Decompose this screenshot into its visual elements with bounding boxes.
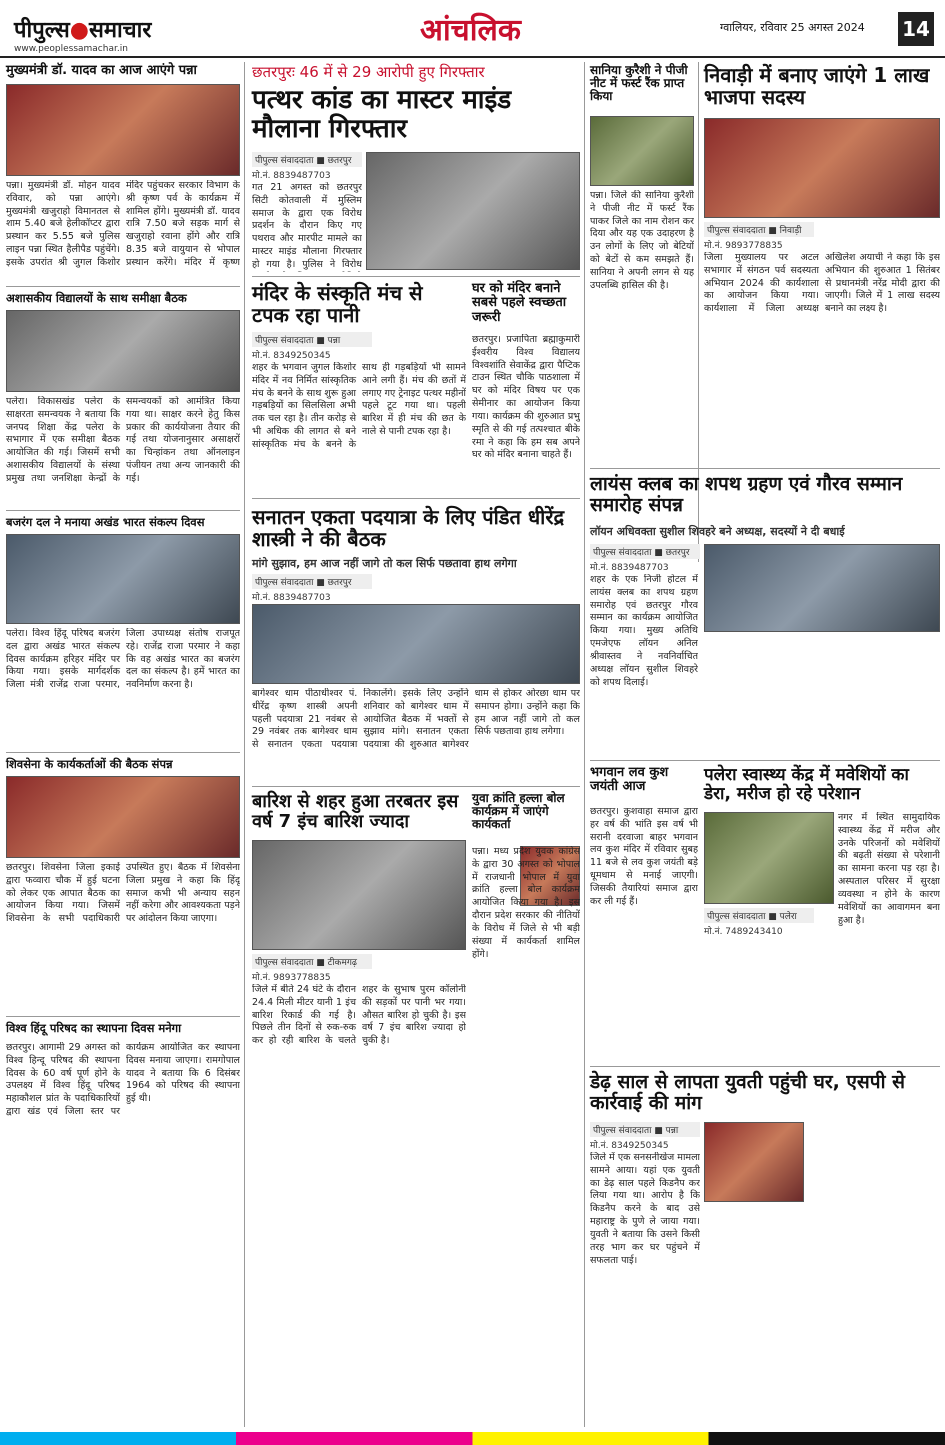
mobile: मो.नं. 9893778835 [704,241,783,251]
headline: लायंस क्लब का शपथ ग्रहण एवं गौरव सम्मान समारोह संपन्न [590,473,903,516]
color-registration-bar [0,1432,945,1445]
byline: पीपुल्स संवाददाता ■ निवाड़ी [704,222,814,237]
mobile: मो.नं. 8349250345 [252,351,331,361]
byline: पीपुल्स संवाददाता ■ छतरपुर [590,544,700,559]
headline: मुख्यमंत्री डॉ. यादव का आज आएंगे पन्ना [6,63,197,78]
column-rule [584,62,585,1427]
mobile: मो.नं. 9893778835 [252,973,331,983]
article-body: छतरपुर। शिवसेना जिला इकाई द्वारा फव्वारा चौक में हुई घटना को लेकर एक आपात बैठक का आयोजन किया गया। जिसमें शिवसेना के सभी पदाधिकारी उपस्थित हुए। बैठक में शिवसेना जिला प्रमुख ने कहा कि हिंदू समाज कभी भी अन्याय सहन नहीं करेगा और आवश्यकता पड़ने पर आंदोलन किया जाएगा। [6,862,240,925]
article-body: पन्ना। मुख्यमंत्री डॉ. मोहन यादव रविवार, को पन्ना आएंगे। मुख्यमंत्री खजुराहो विमानतल से शाम 5.40 बजे हेलीकॉप्टर द्वारा प्रस्थान कर 5.55 बजे पुलिस लाइन पन्ना स्थित हैलीपैड पहुंचेंगे। इसके उपरांत श्री जुगल किशोर मंदिर पहुंचकर सरकार विभाग के श्री कृष्ण पर्व के कार्यक्रम में शामिल होंगे। मुख्यमंत्री डॉ. यादव रात्रि 7.50 बजे सड़क मार्ग से खजुराहो रवाना होंगे और रात्रि 8.35 बजे वायुयान से भोपाल प्रस्थान करेंगे। मंदिर में कृष्ण [6,180,240,268]
page-number: 14 [898,12,934,46]
headline: मंदिर के संस्कृति मंच से टपक रहा पानी [252,281,423,327]
article-body: पलेरा। विश्व हिंदू परिषद बजरंग दल द्वारा अखंड भारत संकल्प दिवस कार्यक्रम हरिहर मंदिर पर किया गया। इसके मार्गदर्शक जिला मंत्री राजेंद्र राजा परमार, जिला उपाध्यक्ष संतोष राजपूत रहे। राजेंद्र राजा परमार ने कहा कि वह अखंड भारत का बजरंग दल का संकल्प है। हमें भारत का नवनिर्माण करना है। [6,628,240,691]
headline: विश्व हिंदू परिषद का स्थापना दिवस मनेगा [6,1021,182,1035]
subheadline: मांगे सुझाव, हम आज नहीं जागे तो कल सिर्फ पछतावा हाथ लगेगा [252,557,517,570]
headline: निवाड़ी में बनाए जाएंगे 1 लाख भाजपा सदस्य [704,63,930,109]
divider [6,752,240,753]
article-body: शहर के एक निजी होटल में लायंस क्लब का शपथ ग्रहण समारोह एवं छतरपुर गौरव सम्मान का कार्यक्रम आयोजित किया गया। मुख्य अतिथि एमजेएफ लॉयन अनिल श्रीवास्तव ने नवनिर्वाचित अध्यक्ष लॉयन सुशील शिवहरे को शपथ दिलाई। [590,574,698,688]
article-body: पन्ना। मध्य प्रदेश युवक कांग्रेस के द्वारा 30 अगस्त को भोपाल में राजधानी भोपाल में युवा क्रांति हल्ला बोल कार्यक्रम आयोजित किया गया है। इस दौरान प्रदेश सरकार की नीतियों के विरोध में जिले से भी बड़ी संख्या में कार्यकर्ता शामिल होंगे। [472,846,580,960]
byline: पीपुल्स संवाददाता ■ पन्ना [252,332,372,347]
article-body: गत 21 अगस्त को छतरपुर सिटी कोतवाली में मुस्लिम समाज के द्वारा एक विरोध प्रदर्शन के दौरान किए गए पथराव और मारपीट मामले का मास्टर माइंड मौलाना गिरफ्तार हो गया है। पुलिस ने विरोध [252,182,362,270]
photo-dhirendra [252,604,580,684]
article-body: जिले में एक सनसनीखेज मामला सामने आया। यहां एक युवती का डेढ़ साल पहले किडनैप कर लिया गया था। आरोप है कि किडनैप करने के बाद उसे महाराष्ट्र के पुणे ले जाया गया। युवती ने बताया कि उसने किसी तरह भाग कर घर पहुंचने में सफलता पाई। [590,1152,700,1266]
headline: भगवान लव कुश जयंती आज [590,765,669,795]
headline: बजरंग दल ने मनाया अखंड भारत संकल्प दिवस [6,515,205,529]
article-body-cont [704,636,940,754]
article-body: नगर में स्थित सामुदायिक स्वास्थ्य केंद्र में मरीज और उनके परिजनों को मवेशियों की बढ़ती संख्या से परेशानी का सामना करना पड़ रहा है। अस्पताल परिसर में सुरक्षा व्यवस्था न होने के कारण मवेशियों का आवागमन बना हुआ है। [838,812,940,926]
headline: सनातन एकता पदयात्रा के लिए पंडित धीरेंद्र शास्त्री ने की बैठक [252,505,565,551]
article-body: जिला मुख्यालय पर अटल सभागार में संगठन पर्व सदस्यता अभियान 2024 की कार्यशाला का आयोजन किया गया। कार्यशाला में जिला अध्यक्ष अखिलेश अयाची ने कहा कि इस अभियान की शुरुआत 1 सितंबर से प्रधानमंत्री नरेंद्र मोदी द्वारा की जाएगी। जिले में 1 लाख सदस्य बनाने का लक्ष्य है। [704,252,940,315]
article-body: छतरपुर। प्रजापिता ब्रह्माकुमारी ईश्वरीय विश्व विद्यालय विश्वशांति सेवाकेंद्र द्वारा पैप्टिक टाउन स्थित चौकि पाठशाला में घर को मंदिर विषय पर एक सेमीनार का आयोजन किया गया। कार्यक्रम की शुरुआत प्रभु स्मृति से की गई तत्पश्चात बीके रमा ने कहा कि हम सब अपने घर को मंदिर बनाना चाहते हैं। [472,334,580,461]
dateline: ग्वालियर, रविवार 25 अगस्त 2024 [720,21,865,34]
divider [590,1066,940,1067]
headline: बारिश से शहर हुआ तरबतर इस वर्ष 7 इंच बारिश ज्यादा [252,791,459,832]
photo-cattle [704,812,834,904]
article-body: शहर के भगवान जुगल किशोर मंदिर में नव निर्मित सांस्कृतिक मंच के बनने के साथ शुरू हुआ गड़बड़ियों का सिलसिला अभी तक चल रहा है। तीन करोड़ से भी अधिक की लागत से बने सांस्कृतिक मंच के बनने के साथ ही गड़बड़ियों भी सामने आने लगी हैं। मंच की छतों में लगाए गए ट्रेनाइट पत्थर महीनों पहले टूट गया था। पहली बारिश में ही मंच की छत के नाले से पानी टपक रहा है। [252,362,466,450]
divider [590,468,940,469]
divider [6,510,240,511]
divider [6,286,240,287]
photo-group [6,534,240,624]
article-body: बागेश्वर धाम पीठाधीश्वर पं. धीरेंद्र कृष्ण शास्त्री अपनी पहली पदयात्रा 21 नवंबर से 29 नवंबर तक बागेश्वर धाम से सनातन एकता पदयात्रा निकालेंगे। इसके लिए उन्होंने शनिवार को बागेश्वर धाम में आयोजित बैठक में भक्तों से सुझाव मांगे। सनातन एकता पदयात्रा की शुरुआत बागेश्वर धाम से होकर ओरछा धाम पर समापन होगा। उन्होंने कहा कि हम आज नहीं जागे तो कल सिर्फ पछतावा हाथ लगेगा। [252,688,580,751]
kicker: छतरपुरः 46 में से 29 आरोपी हुए गिरफ्तार [252,63,485,81]
photo-lions [704,544,940,632]
headline: युवा क्रांति हल्ला बोल कार्यक्रम में जाएंगे कार्यकर्ता [472,791,565,832]
headline: शिवसेना के कार्यकर्ताओं की बैठक संपन्न [6,757,173,771]
lead-headline: पत्थर कांड का मास्टर माइंड मौलाना गिरफ्तार [252,85,512,144]
headline: अशासकीय विद्यालयों के साथ समीक्षा बैठक [6,291,187,305]
mobile: मो.नं. 7489243410 [704,927,783,937]
headline: घर को मंदिर बनाने सबसे पहले स्वच्छता जरूरी [472,281,567,325]
mobile: मो.नं. 8839487703 [590,563,669,573]
divider [6,1016,240,1017]
mobile: मो.नं. 8839487703 [252,593,331,603]
photo-woman [704,1122,804,1202]
mobile: मो.नं. 8349250345 [590,1141,669,1151]
byline: पीपुल्स संवाददाता ■ टीकमगढ़ [252,954,372,969]
headline: पलेरा स्वास्थ्य केंद्र में मवेशियों का डेरा, मरीज हो रहे परेशान [704,765,909,804]
byline: पीपुल्स संवाददाता ■ पन्ना [590,1122,700,1137]
headline: डेढ़ साल से लापता युवती पहुंची घर, एसपी से कार्रवाई की मांग [590,1071,905,1114]
section-title: आंचलिक [420,13,521,48]
photo-shivsena [6,776,240,858]
photo-saniya [590,116,694,186]
subheadline: लॉयन अधिवक्ता सुशील शिवहरे बने अध्यक्ष, सदस्यों ने दी बधाई [590,525,845,538]
divider [252,276,580,277]
article-body: छतरपुर। आगामी 29 अगस्त को विश्व हिन्दू परिषद की स्थापना दिवस के 60 वर्ष पूर्ण होने के उपलक्ष्य में विश्व हिंदू परिषद महाकौशल प्रांत के पदाधिकारियों द्वारा खंड एवं जिला स्तर पर कार्यक्रम आयोजित कर स्थापना दिवस मनाया जाएगा। रामगोपाल यादव ने बताया कि 6 दिसंबर 1964 को परिषद की स्थापना हुई थी। [6,1042,240,1118]
column-rule [244,62,245,1427]
photo-arrest [366,152,580,270]
article-body: पलेरा। विकासखंड पलेरा के साक्षरता समन्वयक ने बताया कि जनपद शिक्षा केंद्र पलेरा के सभागार में एक समीक्षा बैठक आयोजित की गई। जिसमें सभी अशासकीय विद्यालयों के संस्था प्रमुख तथा जनशिक्षा केन्द्रों के समन्वयकों को आमंत्रित किया गया था। साक्षर करने हेतु किस प्रकार की कार्ययोजना तैयार की गई तथा योजनानुसार असाक्षरों का चिन्हांकन तथा ऑनलाइन पंजीयन तथा अन्य जानकारी की गई। [6,396,240,484]
article-body: जिले में बीते 24 घंटे के दौरान 24.4 मिली मीटर यानी 1 इंच बारिश रिकार्ड की गई है। पिछले तीन दिनों से रुक-रुक कर हो रही बारिश के चलते शहर के सुभाष पुरम कॉलोनी की सड़कों पर पानी भर गया। औसत बारिश हो चुकी है। इस वर्ष 7 इंच बारिश ज्यादा हो चुकी है। [252,984,466,1047]
article-body-cont [808,1122,940,1424]
article-body: पन्ना। जिले की सानिया कुरैशी ने पीजी नीट में फर्स्ट रैंक पाकर जिले का नाम रोशन कर दिया और यह एक उदाहरण है उन लोगों के लिए जो बेटियों को बेटों से कम समझते हैं। सानिया ने अपनी लगन से यह उपलब्धि हासिल की है। [590,190,694,291]
byline: पीपुल्स संवाददाता ■ छतरपुर [252,574,372,589]
divider [252,786,580,787]
photo-bjp [704,118,940,218]
article-body: छतरपुर। कुशवाहा समाज द्वारा हर वर्ष की भांति इस वर्ष भी सरानी दरवाजा बाहर भगवान लव कुश मंदिर में रविवार सुबह 11 बजे से लव कुश जयंती बड़े धूमधाम से मनाई जाएगी। जिसकी तैयारियां समाज द्वारा कर ली गई हैं। [590,806,698,907]
divider [252,498,580,499]
photo-meeting [6,310,240,392]
photo-rain [252,840,466,950]
headline: सानिया कुरैशी ने पीजी नीट में फर्स्ट रैंक प्राप्त किया [590,63,688,104]
website: www.peoplessamachar.in [14,44,128,54]
mobile: मो.नं. 8839487703 [252,171,331,181]
photo-cm-temple [6,84,240,176]
divider [590,760,940,761]
byline: पीपुल्स संवाददाता ■ पलेरा [704,908,814,923]
brand-logo: पीपुल्स●समाचार [14,18,152,43]
byline: पीपुल्स संवाददाता ■ छतरपुर [252,152,362,167]
